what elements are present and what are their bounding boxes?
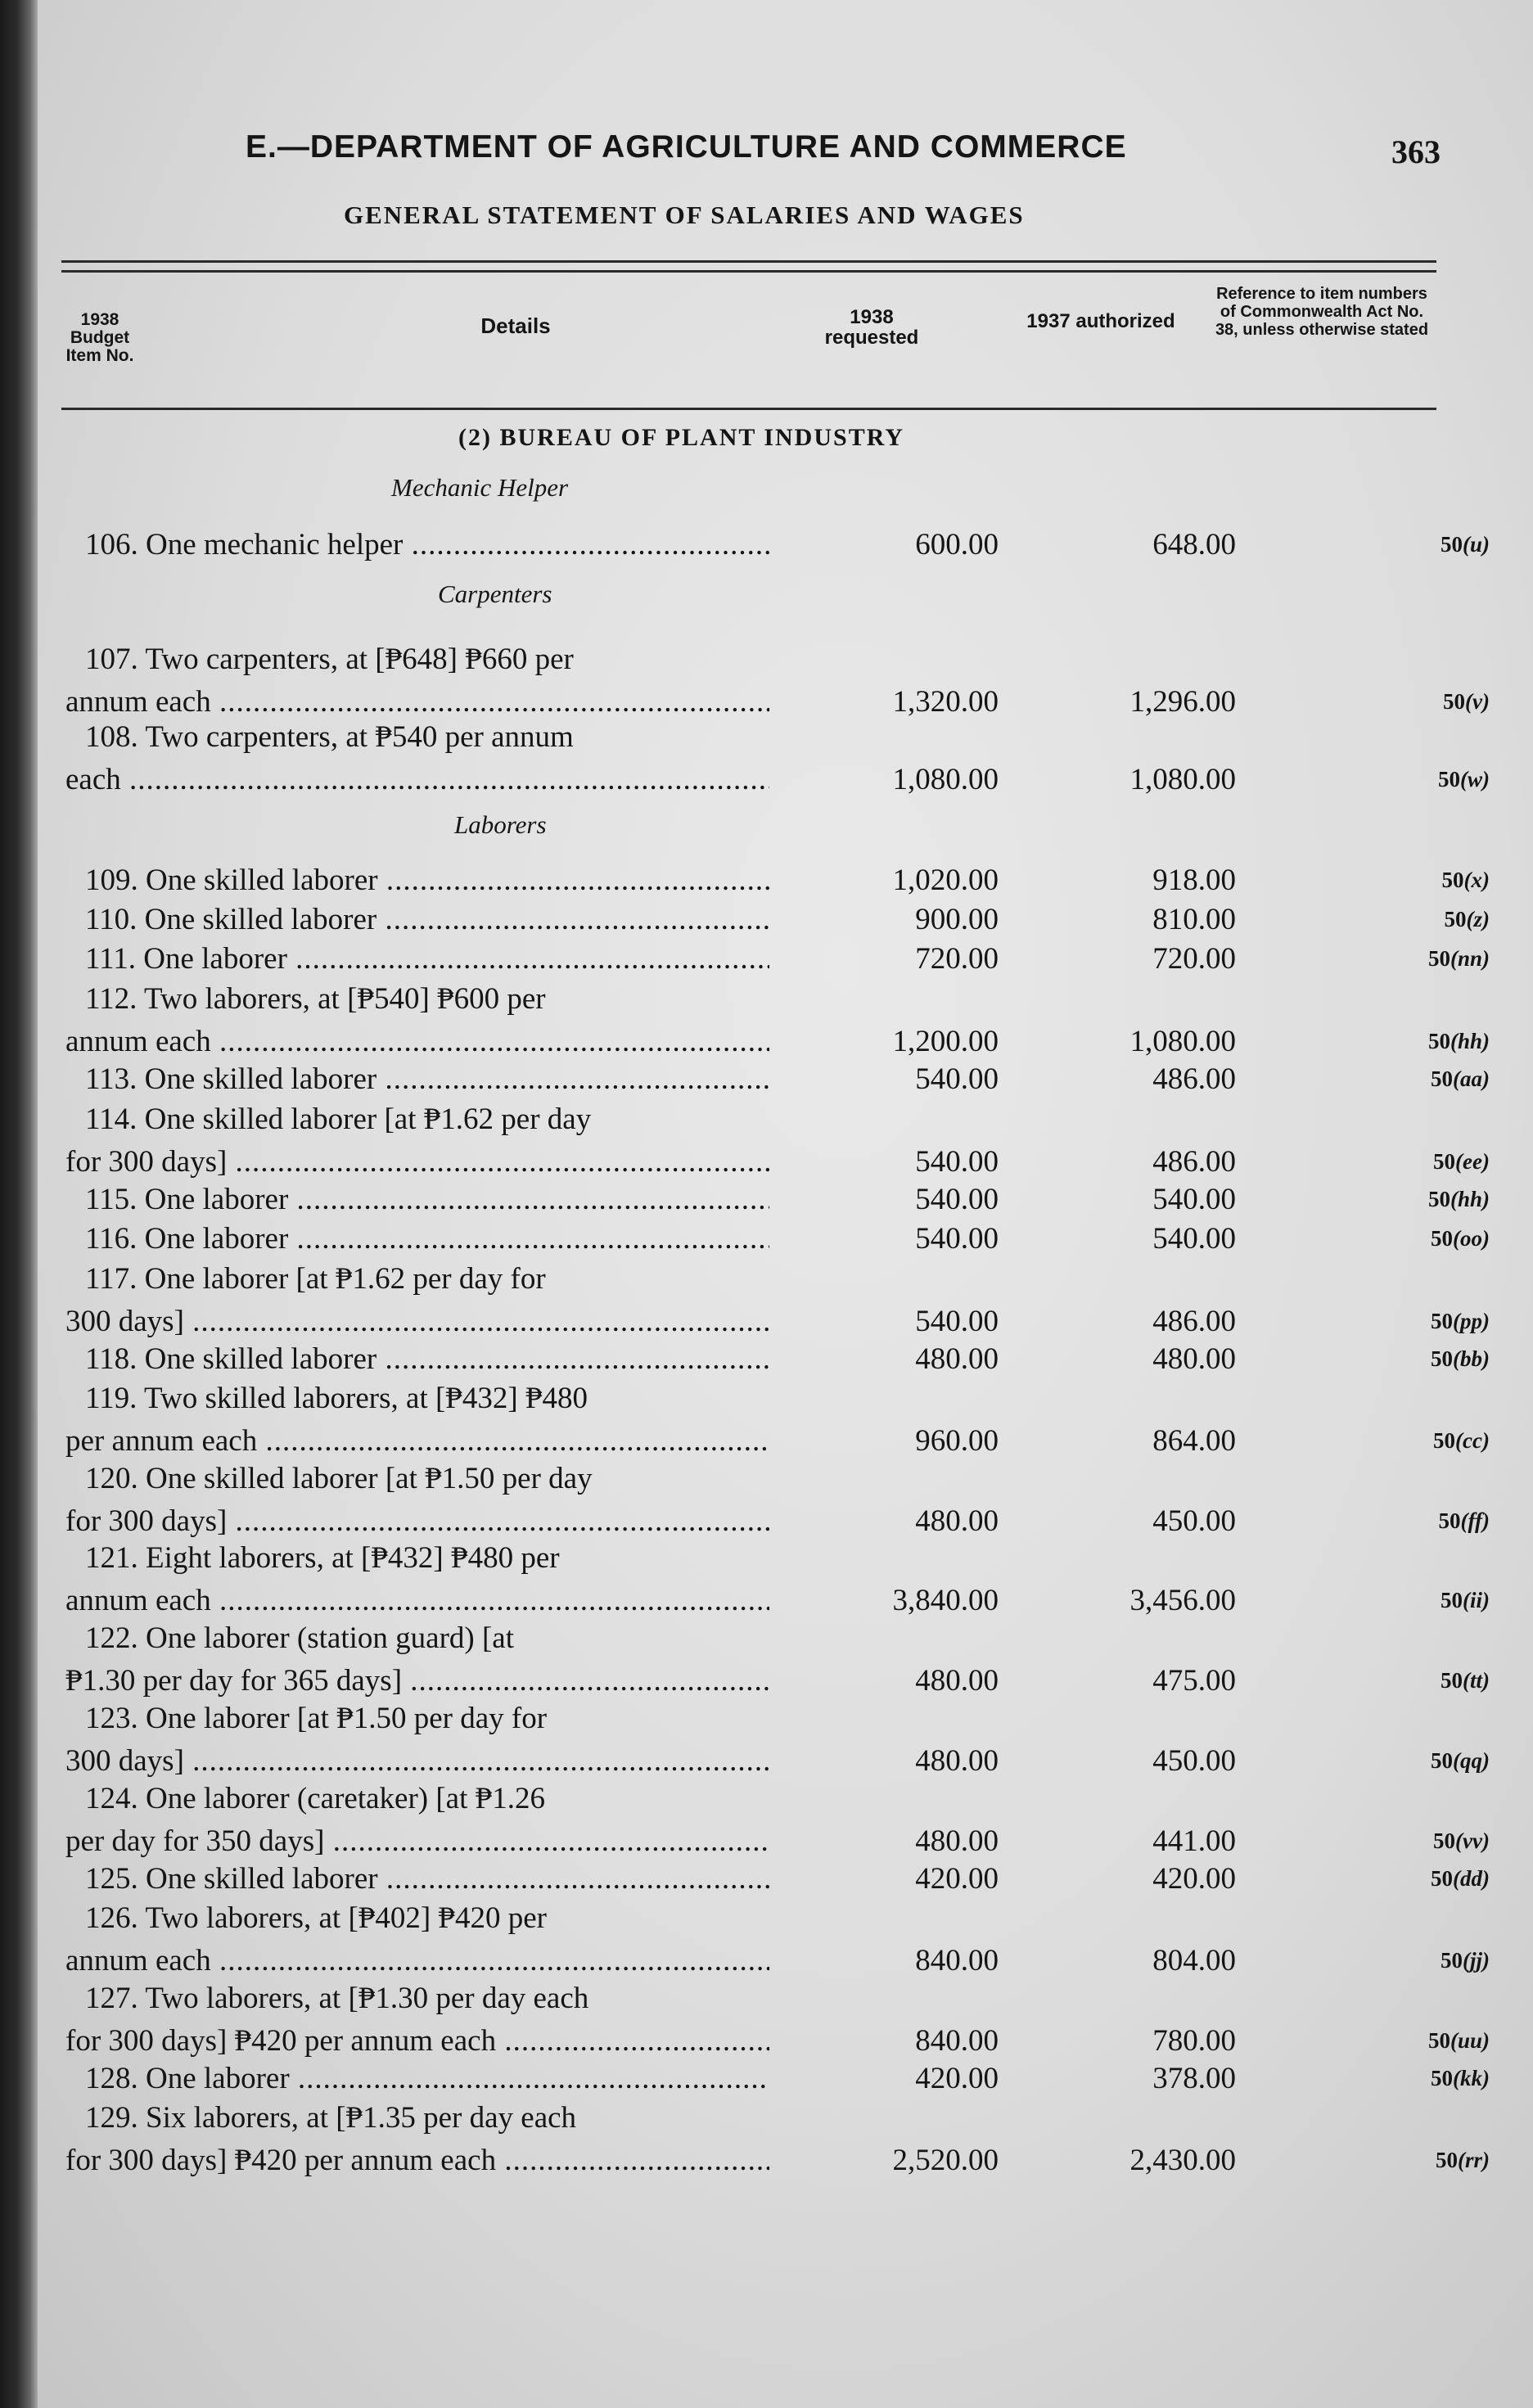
reference-letter: (cc) xyxy=(1455,1428,1490,1453)
row-details xyxy=(65,1897,769,1982)
row-details-line: 123. One laborer [at ₱1.50 per day for xyxy=(85,1702,548,1735)
authorized-amount: 720.00 xyxy=(1152,942,1236,976)
table-row xyxy=(65,1458,1490,1543)
requested-amount: 720.00 xyxy=(915,942,999,976)
double-rule-top xyxy=(61,260,1436,263)
reference-cell xyxy=(1310,1588,1490,1613)
table-row xyxy=(65,978,1490,1063)
authorized-amount: 1,080.00 xyxy=(1129,1025,1236,1058)
row-details-line: 120. One skilled laborer [at ₱1.50 per day xyxy=(85,1462,593,1495)
reference-number: 50 xyxy=(1441,1948,1463,1973)
table-row xyxy=(65,899,1490,941)
reference-number: 50 xyxy=(1431,2066,1454,2090)
table-row xyxy=(65,524,1490,566)
table-row xyxy=(65,1258,1490,1343)
row-details xyxy=(65,1617,769,1702)
row-details xyxy=(65,1058,769,1101)
row-details xyxy=(65,978,769,1063)
reference-cell xyxy=(1310,1948,1490,1973)
authorized-amount: 648.00 xyxy=(1152,528,1236,561)
row-details-line: for 300 days] ₱420 per annum each ..... xyxy=(65,2140,769,2182)
row-details-line: 107. Two carpenters, at [₱648] ₱660 per xyxy=(85,643,574,676)
row-details-line: 127. Two laborers, at [₱1.30 per day each xyxy=(85,1982,589,2015)
reference-cell xyxy=(1310,1029,1490,1054)
reference-letter: (ii) xyxy=(1463,1588,1490,1612)
requested-amount: 540.00 xyxy=(915,1183,999,1216)
row-details-line: 300 days] ..... xyxy=(65,1301,769,1343)
row-details-line: 112. Two laborers, at [₱540] ₱600 per xyxy=(85,982,546,1016)
authorized-amount: 450.00 xyxy=(1152,1504,1236,1538)
row-details xyxy=(65,938,769,981)
reference-number: 50 xyxy=(1431,1346,1454,1371)
table-row xyxy=(65,938,1490,981)
reference-number: 50 xyxy=(1441,532,1463,557)
authorized-amount: 780.00 xyxy=(1152,2024,1236,2058)
column-header-authorized: 1937 authorized xyxy=(1026,310,1175,332)
requested-amount: 540.00 xyxy=(915,1145,999,1179)
table-row xyxy=(65,1537,1490,1622)
authorized-amount: 810.00 xyxy=(1152,903,1236,936)
requested-amount: 420.00 xyxy=(915,2062,999,2095)
authorized-amount: 441.00 xyxy=(1152,1824,1236,1858)
reference-cell xyxy=(1310,1668,1490,1693)
row-details-line: 126. Two laborers, at [₱402] ₱420 per xyxy=(85,1901,547,1935)
row-details xyxy=(65,1537,769,1622)
row-details-line: for 300 days] ..... xyxy=(65,1500,769,1543)
row-details xyxy=(65,1458,769,1543)
reference-number: 50 xyxy=(1427,1029,1450,1053)
authorized-amount: 1,296.00 xyxy=(1129,685,1236,719)
requested-amount: 840.00 xyxy=(915,2024,999,2058)
row-details-line: 109. One skilled laborer ..... xyxy=(65,859,769,902)
row-details-line: annum each ..... xyxy=(65,1021,769,1063)
requested-amount: 540.00 xyxy=(915,1305,999,1338)
table-row xyxy=(65,1617,1490,1702)
reference-number: 50 xyxy=(1444,907,1467,931)
row-details-line: 121. Eight laborers, at [₱432] ₱480 per xyxy=(85,1541,560,1575)
row-details-line: 106. One mechanic helper ..... xyxy=(65,524,769,566)
row-details-line: 116. One laborer ..... xyxy=(65,1218,769,1260)
row-details xyxy=(65,1378,769,1463)
table-row xyxy=(65,1378,1490,1463)
row-details-line: per annum each ..... xyxy=(65,1420,769,1463)
table-row xyxy=(65,1897,1490,1982)
column-header-item-no: 1938 Budget Item No. xyxy=(65,310,134,366)
reference-cell xyxy=(1310,2148,1490,2173)
requested-amount: 1,320.00 xyxy=(892,685,999,719)
row-details-line: 110. One skilled laborer ..... xyxy=(65,899,769,941)
row-details xyxy=(65,1977,769,2063)
row-details-line: 114. One skilled laborer [at ₱1.62 per day xyxy=(85,1103,592,1136)
reference-letter: (vv) xyxy=(1455,1829,1490,1853)
row-details xyxy=(65,1338,769,1381)
reference-number: 50 xyxy=(1431,1226,1454,1251)
reference-cell xyxy=(1310,689,1490,715)
reference-cell xyxy=(1310,1829,1490,1854)
reference-cell xyxy=(1310,1748,1490,1774)
reference-letter: (rr) xyxy=(1458,2148,1490,2172)
row-details-line: 115. One laborer ..... xyxy=(65,1179,769,1221)
row-details-line: 117. One laborer [at ₱1.62 per day for xyxy=(85,1262,546,1296)
authorized-amount: 378.00 xyxy=(1152,2062,1236,2095)
row-details xyxy=(65,1179,769,1221)
row-details-line: 300 days] ..... xyxy=(65,1740,769,1783)
reference-number: 50 xyxy=(1441,868,1464,892)
reference-number: 50 xyxy=(1431,1066,1454,1091)
reference-cell xyxy=(1310,946,1490,972)
reference-cell xyxy=(1310,2028,1490,2054)
requested-amount: 480.00 xyxy=(915,1744,999,1778)
row-details-line: 119. Two skilled laborers, at [₱432] ₱480 xyxy=(85,1382,588,1415)
reference-letter: (v) xyxy=(1465,689,1490,714)
reference-cell xyxy=(1310,1866,1490,1892)
column-header-requested: 1938 requested xyxy=(824,306,919,349)
requested-amount: 540.00 xyxy=(915,1222,999,1256)
reference-letter: (nn) xyxy=(1450,946,1490,971)
reference-number: 50 xyxy=(1427,946,1450,971)
row-details-line: 111. One laborer ..... xyxy=(65,938,769,981)
reference-letter: (hh) xyxy=(1450,1187,1490,1211)
category-carpenters: Carpenters xyxy=(438,579,552,608)
reference-cell xyxy=(1310,767,1490,792)
requested-amount: 600.00 xyxy=(915,528,999,561)
row-details xyxy=(65,899,769,941)
row-details-line: annum each ..... xyxy=(65,681,769,724)
reference-letter: (hh) xyxy=(1450,1029,1490,1053)
row-details xyxy=(65,1218,769,1260)
row-details xyxy=(65,1858,769,1901)
statement-subtitle: GENERAL STATEMENT OF SALARIES AND WAGES xyxy=(344,201,1025,229)
reference-letter: (aa) xyxy=(1453,1066,1490,1091)
column-header-details: Details xyxy=(480,313,551,338)
header-bottom-rule xyxy=(61,408,1436,410)
book-binding-edge xyxy=(0,0,38,2408)
reference-number: 50 xyxy=(1433,1829,1456,1853)
table-row xyxy=(65,2058,1490,2100)
row-details xyxy=(65,1698,769,1783)
row-details-line: annum each ..... xyxy=(65,1940,769,1982)
table-row xyxy=(65,716,1490,801)
authorized-amount: 480.00 xyxy=(1152,1342,1236,1376)
reference-letter: (u) xyxy=(1463,532,1490,557)
reference-cell xyxy=(1310,1066,1490,1092)
reference-number: 50 xyxy=(1433,1428,1456,1453)
reference-number: 50 xyxy=(1427,1187,1450,1211)
requested-amount: 1,080.00 xyxy=(892,763,999,796)
reference-letter: (jj) xyxy=(1463,1948,1490,1973)
reference-cell xyxy=(1310,1187,1490,1212)
reference-number: 50 xyxy=(1427,2028,1450,2053)
reference-number: 50 xyxy=(1436,2148,1458,2172)
authorized-amount: 918.00 xyxy=(1152,864,1236,897)
reference-cell xyxy=(1310,1149,1490,1175)
requested-amount: 3,840.00 xyxy=(892,1584,999,1617)
reference-letter: (pp) xyxy=(1453,1309,1490,1333)
requested-amount: 540.00 xyxy=(915,1062,999,1096)
reference-letter: (qq) xyxy=(1453,1748,1490,1773)
table-row xyxy=(65,1977,1490,2063)
reference-letter: (uu) xyxy=(1450,2028,1490,2053)
table-row xyxy=(65,2097,1490,2182)
reference-number: 50 xyxy=(1431,1309,1454,1333)
row-details-line: 108. Two carpenters, at ₱540 per annum xyxy=(85,720,574,754)
row-details-line: ₱1.30 per day for 365 days] ..... xyxy=(65,1660,769,1702)
row-details xyxy=(65,716,769,801)
page-number: 363 xyxy=(1391,133,1441,170)
row-details xyxy=(65,524,769,566)
requested-amount: 840.00 xyxy=(915,1944,999,1977)
reference-letter: (tt) xyxy=(1463,1668,1490,1693)
table-row xyxy=(65,1698,1490,1783)
requested-amount: 900.00 xyxy=(915,903,999,936)
reference-letter: (bb) xyxy=(1453,1346,1490,1371)
reference-letter: (ee) xyxy=(1455,1149,1490,1174)
requested-amount: 480.00 xyxy=(915,1664,999,1698)
authorized-amount: 540.00 xyxy=(1152,1222,1236,1256)
authorized-amount: 3,456.00 xyxy=(1129,1584,1236,1617)
authorized-amount: 486.00 xyxy=(1152,1305,1236,1338)
requested-amount: 2,520.00 xyxy=(892,2144,999,2177)
authorized-amount: 804.00 xyxy=(1152,1944,1236,1977)
authorized-amount: 1,080.00 xyxy=(1129,763,1236,796)
reference-cell xyxy=(1310,868,1490,893)
reference-cell xyxy=(1310,1309,1490,1334)
authorized-amount: 2,430.00 xyxy=(1129,2144,1236,2177)
table-row xyxy=(65,1098,1490,1184)
reference-number: 50 xyxy=(1431,1748,1454,1773)
row-details-line: 118. One skilled laborer ..... xyxy=(65,1338,769,1381)
requested-amount: 480.00 xyxy=(915,1824,999,1858)
row-details-line: for 300 days] ..... xyxy=(65,1141,769,1184)
row-details-line: 122. One laborer (station guard) [at xyxy=(85,1621,514,1655)
reference-letter: (dd) xyxy=(1453,1866,1490,1891)
reference-cell xyxy=(1310,907,1490,932)
requested-amount: 960.00 xyxy=(915,1424,999,1458)
reference-cell xyxy=(1310,1346,1490,1372)
row-details-line: per day for 350 days] ..... xyxy=(65,1820,769,1863)
reference-number: 50 xyxy=(1431,1866,1454,1891)
table-row xyxy=(65,1778,1490,1863)
requested-amount: 480.00 xyxy=(915,1504,999,1538)
reference-number: 50 xyxy=(1441,1588,1463,1612)
row-details xyxy=(65,1778,769,1863)
table-row xyxy=(65,859,1490,902)
authorized-amount: 486.00 xyxy=(1152,1062,1236,1096)
authorized-amount: 420.00 xyxy=(1152,1862,1236,1896)
reference-cell xyxy=(1310,1428,1490,1454)
reference-number: 50 xyxy=(1443,689,1466,714)
double-rule-bottom xyxy=(61,270,1436,273)
authorized-amount: 475.00 xyxy=(1152,1664,1236,1698)
row-details-line: 129. Six laborers, at [₱1.35 per day each xyxy=(85,2101,577,2135)
column-header-reference: Reference to item numbers of Commonwealth Act No. 38, unless otherwise stated xyxy=(1215,285,1429,339)
reference-letter: (w) xyxy=(1460,767,1490,791)
table-row xyxy=(65,1858,1490,1901)
row-details xyxy=(65,2097,769,2182)
reference-number: 50 xyxy=(1441,1668,1463,1693)
reference-letter: (oo) xyxy=(1453,1226,1490,1251)
row-details xyxy=(65,1258,769,1343)
department-title: E.—DEPARTMENT OF AGRICULTURE AND COMMERCE xyxy=(246,129,1127,165)
requested-amount: 480.00 xyxy=(915,1342,999,1376)
row-details xyxy=(65,2058,769,2100)
reference-cell xyxy=(1310,532,1490,557)
reference-cell xyxy=(1310,1508,1490,1534)
section-title: (2) BUREAU OF PLANT INDUSTRY xyxy=(458,424,904,451)
category-laborers: Laborers xyxy=(454,810,547,839)
authorized-amount: 540.00 xyxy=(1152,1183,1236,1216)
row-details-line: 124. One laborer (caretaker) [at ₱1.26 xyxy=(85,1782,545,1815)
reference-letter: (ff) xyxy=(1460,1508,1490,1533)
reference-number: 50 xyxy=(1433,1149,1456,1174)
requested-amount: 1,200.00 xyxy=(892,1025,999,1058)
table-row xyxy=(65,638,1490,724)
row-details xyxy=(65,859,769,902)
authorized-amount: 450.00 xyxy=(1152,1744,1236,1778)
authorized-amount: 864.00 xyxy=(1152,1424,1236,1458)
row-details-line: 125. One skilled laborer ..... xyxy=(65,1858,769,1901)
authorized-amount: 486.00 xyxy=(1152,1145,1236,1179)
row-details-line: annum each ..... xyxy=(65,1580,769,1622)
reference-letter: (x) xyxy=(1463,868,1490,892)
reference-cell xyxy=(1310,2066,1490,2091)
requested-amount: 1,020.00 xyxy=(892,864,999,897)
table-row xyxy=(65,1338,1490,1381)
reference-letter: (kk) xyxy=(1453,2066,1490,2090)
row-details-line: each ..... xyxy=(65,759,769,801)
row-details-line: 113. One skilled laborer ..... xyxy=(65,1058,769,1101)
row-details-line: for 300 days] ₱420 per annum each ..... xyxy=(65,2020,769,2063)
reference-number: 50 xyxy=(1438,1508,1461,1533)
category-mechanic-helper: Mechanic Helper xyxy=(391,473,569,502)
reference-letter: (z) xyxy=(1466,907,1490,931)
row-details xyxy=(65,638,769,724)
table-row xyxy=(65,1179,1490,1221)
row-details xyxy=(65,1098,769,1184)
table-row xyxy=(65,1218,1490,1260)
requested-amount: 420.00 xyxy=(915,1862,999,1896)
running-header xyxy=(246,123,1441,188)
table-row xyxy=(65,1058,1490,1101)
reference-cell xyxy=(1310,1226,1490,1251)
reference-number: 50 xyxy=(1438,767,1460,791)
row-details-line: 128. One laborer ..... xyxy=(65,2058,769,2100)
